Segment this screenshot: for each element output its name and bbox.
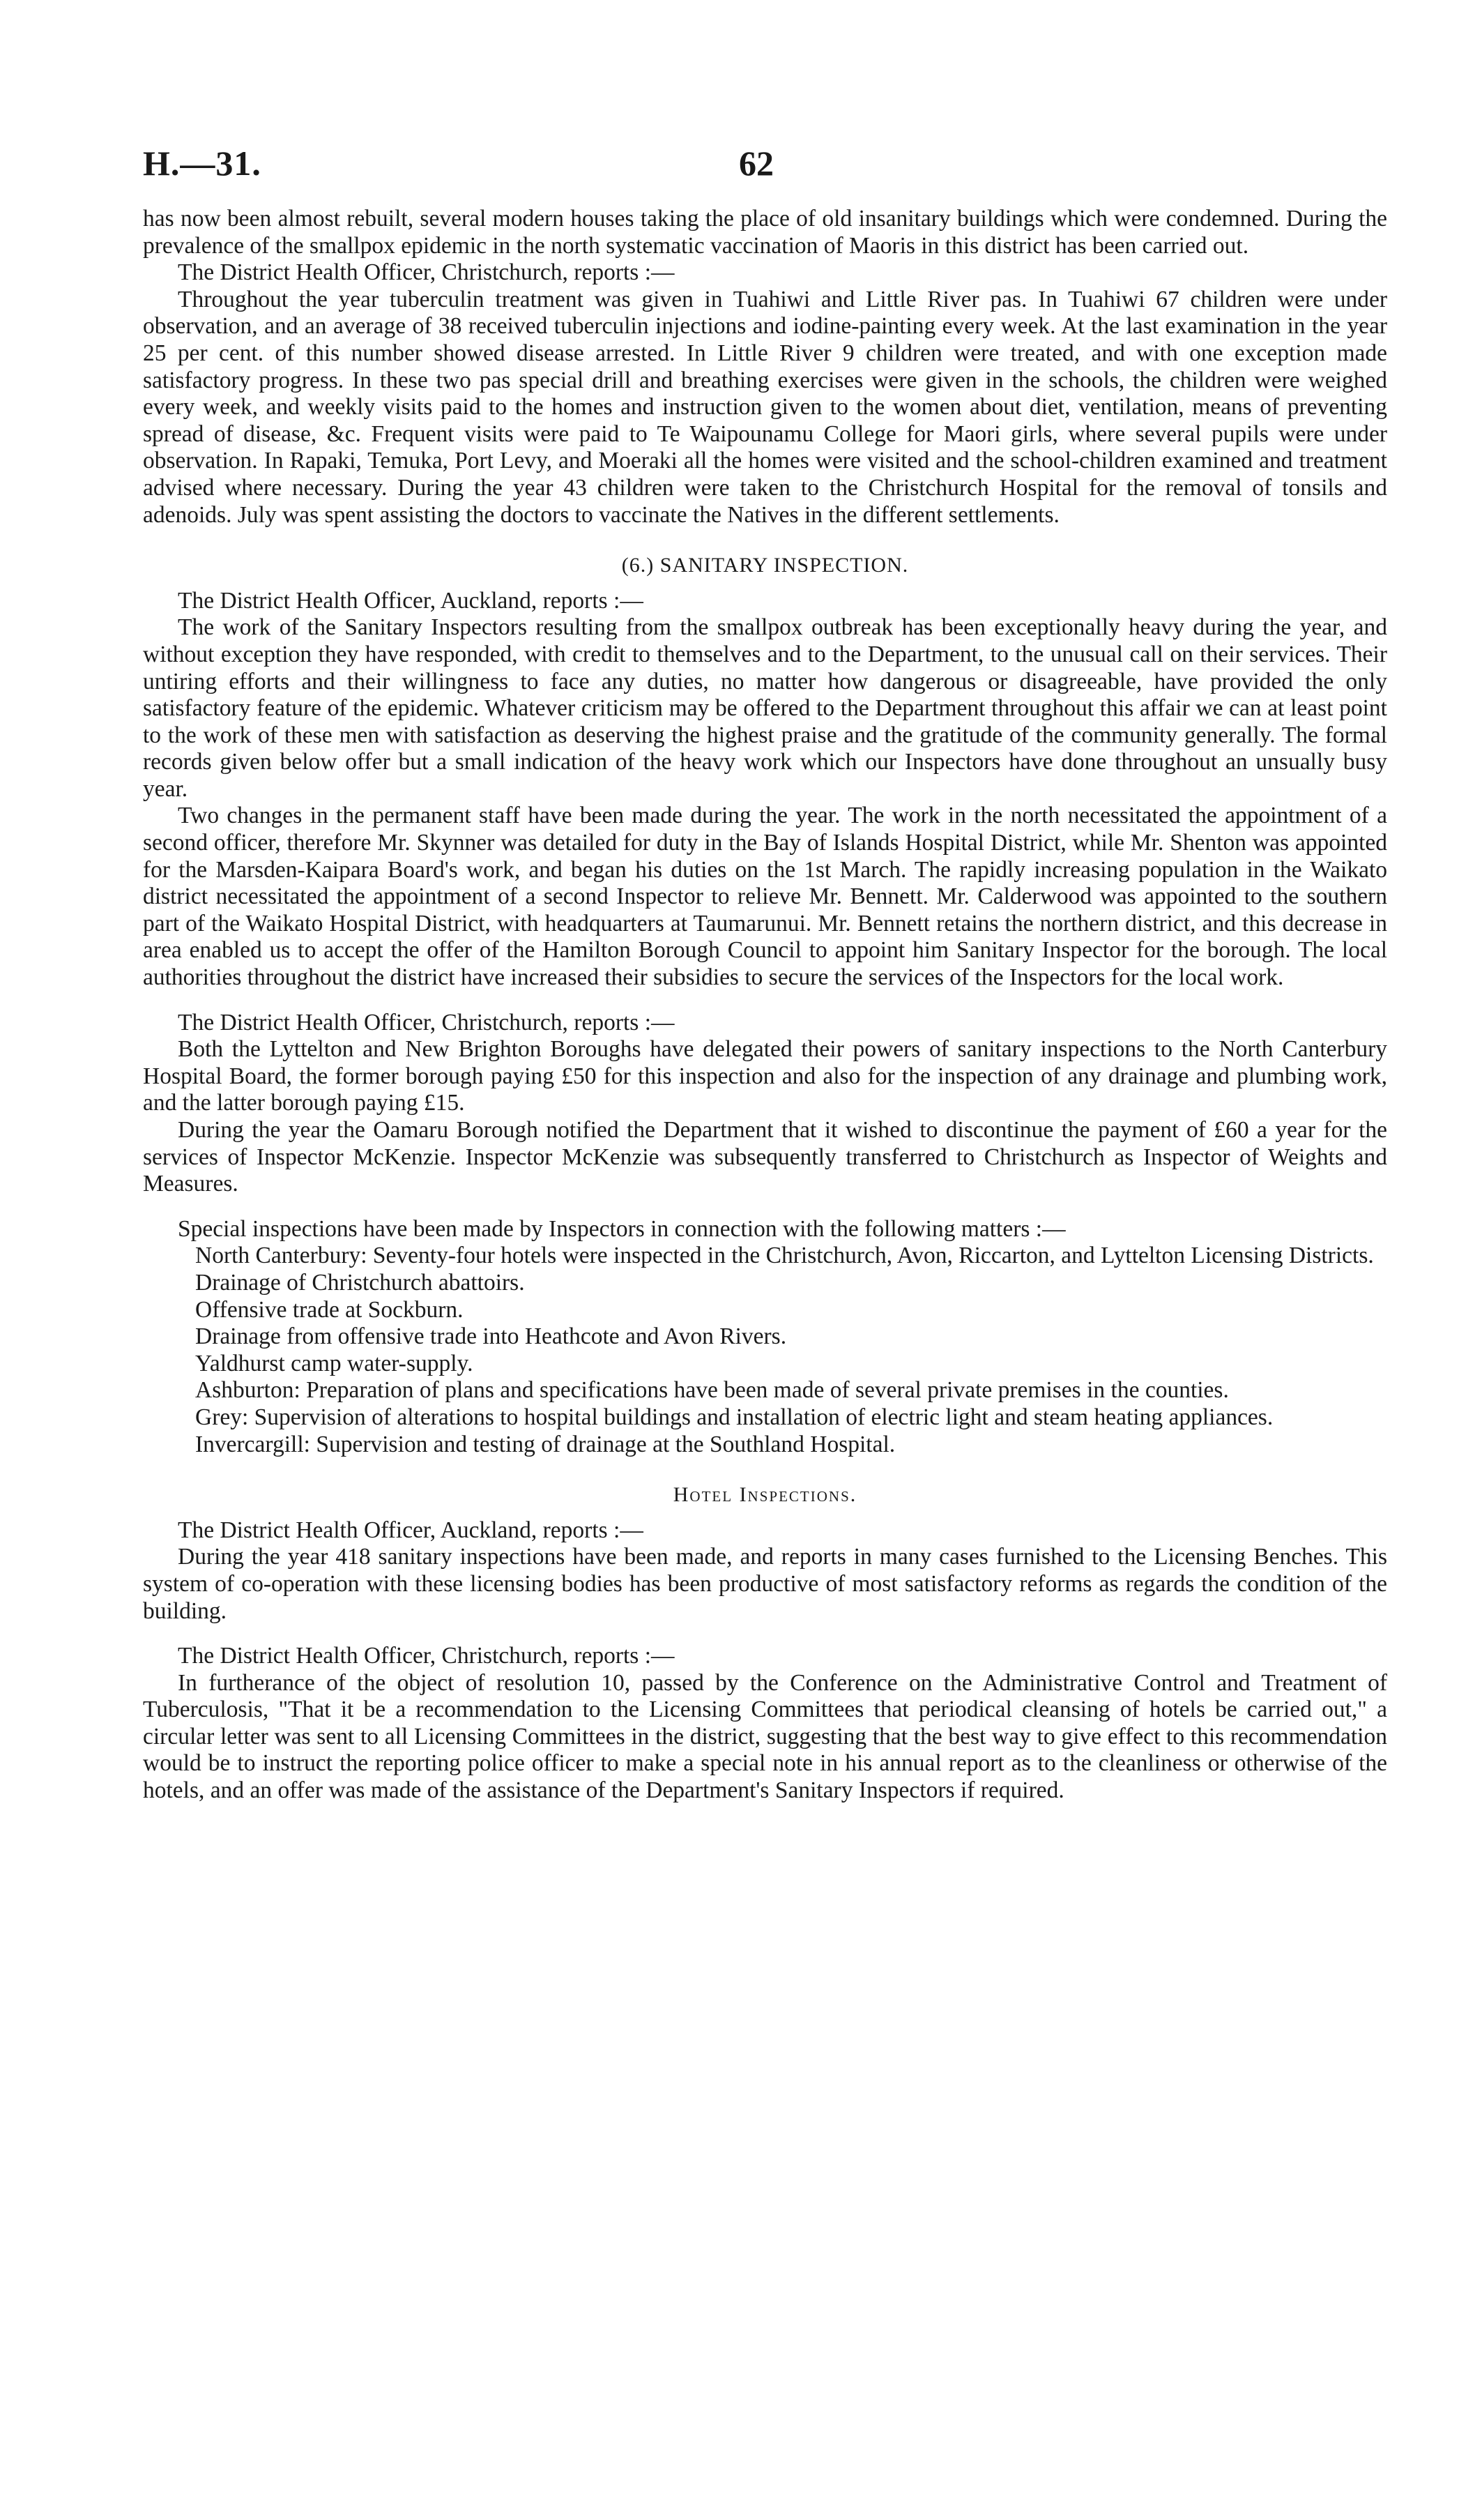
page-number: 62: [739, 144, 774, 183]
list-item: Drainage from offensive trade into Heathcote and Avon Rivers.: [195, 1323, 787, 1350]
paragraph: In furtherance of the object of resolution 10, passed by the Conference on the Administrative Control and Treatment of Tuberculosis, "That it be a recommendation to the Licensing Committees that periodical cleansing of hotels be carried out," a circular letter was sent to all Licensing Committees in the district, suggesting that the best way to give effect to this recommendation would be to instruct the reporting police officer to make a special note in his annual report as to the cleanliness or otherwise of the hotels, and an offer was made of the assistance of the Department's Sanitary Inspectors if required.: [143, 1669, 1387, 1804]
paragraph: The District Health Officer, Christchurch, reports :—: [178, 1643, 675, 1669]
list-item: Grey: Supervision of alterations to hospital buildings and installation of electric light and steam heating appliances.: [195, 1404, 1274, 1430]
paragraph: During the year the Oamaru Borough notified the Department that it wished to discontinue the payment of £60 a year for the services of Inspector McKenzie. Inspector McKenzie was subsequently transferred to Christchurch as Inspector of Weights and Measures.: [143, 1117, 1387, 1197]
document-page: [143, 143, 1387, 1805]
list-item: Yaldhurst camp water-supply.: [195, 1350, 473, 1376]
paragraph: The District Health Officer, Christchurch, reports :—: [178, 259, 675, 286]
section-heading-sanitary: (6.) SANITARY INSPECTION.: [621, 554, 909, 577]
paragraph: has now been almost rebuilt, several modern houses taking the place of old insanitary buildings which were condemned. During the prevalence of the smallpox epidemic in the north systematic vaccination of Maoris in this district has been carried out.: [143, 206, 1387, 259]
paragraph: Throughout the year tuberculin treatment was given in Tuahiwi and Little River pas. In Tuahiwi 67 children were under observation, and an average of 38 received tuberculin injections and iodine-painting every week. At the last examination in the year 25 per cent. of this number showed disease arrested. In Little River 9 children were treated, and with one exception made satisfactory progress. In these two pas special drill and breathing exercises were given in the schools, the children were weighed every week, and weekly visits paid to the homes and instruction given to the women about diet, ventilation, means of preventing spread of disease, &c. Frequent visits were paid to Te Waipounamu College for Maori girls, where several pupils were under observation. In Rapaki, Temuka, Port Levy, and Moeraki all the homes were visited and the school-children examined and treatment advised where necessary. During the year 43 children were taken to the Christchurch Hospital for the removal of tonsils and adenoids. July was spent assisting the doctors to vaccinate the Natives in the different settlements.: [143, 286, 1387, 528]
body-text: [143, 206, 1387, 1805]
page-header: [143, 143, 1387, 206]
paragraph: The District Health Officer, Auckland, reports :—: [178, 587, 643, 614]
section-heading-hotel: Hotel Inspections.: [673, 1483, 857, 1507]
list-item: Ashburton: Preparation of plans and specifications have been made of several private premises in the counties.: [195, 1377, 1229, 1404]
paragraph: The District Health Officer, Auckland, reports :—: [178, 1517, 643, 1543]
list-item: Offensive trade at Sockburn.: [195, 1296, 464, 1323]
paragraph: Two changes in the permanent staff have been made during the year. The work in the north necessitated the appointment of a second officer, therefore Mr. Skynner was detailed for duty in the Bay of Islands Hospital District, while Mr. Shenton was appointed for the Marsden-Kaipara Board's work, and began his duties on the 1st March. The rapidly increasing population in the Waikato district necessitated the appointment of a second Inspector to relieve Mr. Bennett. Mr. Calderwood was appointed to the southern part of the Waikato Hospital District, with headquarters at Taumarunui. Mr. Bennett retains the northern district, and this decrease in area enabled us to accept the offer of the Hamilton Borough Council to appoint him Sanitary Inspector for the borough. The local authorities throughout the district have increased their subsidies to secure the services of the Inspectors for the local work.: [143, 803, 1387, 991]
list-item: North Canterbury: Seventy-four hotels were inspected in the Christchurch, Avon, Riccarton, and Lyttelton Licensing Districts.: [195, 1243, 1374, 1269]
paragraph: Both the Lyttelton and New Brighton Boroughs have delegated their powers of sanitary inspections to the North Canterbury Hospital Board, the former borough paying £50 for this inspection and also for the inspection of any drainage and plumbing work, and the latter borough paying £15.: [143, 1036, 1387, 1116]
paragraph: During the year 418 sanitary inspections have been made, and reports in many cases furnished to the Licensing Benches. This system of co-operation with these licensing bodies has been productive of most satisfactory reforms as regards the condition of the building.: [143, 1544, 1387, 1624]
list-item: Invercargill: Supervision and testing of drainage at the Southland Hospital.: [195, 1431, 896, 1457]
paragraph: Special inspections have been made by Inspectors in connection with the following matters :—: [178, 1215, 1066, 1242]
paragraph: The District Health Officer, Christchurch, reports :—: [178, 1009, 675, 1035]
list-item: Drainage of Christchurch abattoirs.: [195, 1269, 525, 1296]
paragraph: The work of the Sanitary Inspectors resulting from the smallpox outbreak has been exceptionally heavy during the year, and without exception they have responded, with credit to themselves and to the Department, to the unusual call on their services. Their untiring efforts and their willingness to face any duties, no matter how dangerous or disagreeable, have provided the only satisfactory feature of the epidemic. Whatever criticism may be offered to the Department throughout this affair we can at least point to the work of these men with satisfaction as deserving the highest praise and the gratitude of the community generally. The formal records given below offer but a small indication of the heavy work which our Inspectors have done throughout an unsually busy year.: [143, 614, 1387, 802]
document-reference: H.—31.: [143, 144, 261, 183]
